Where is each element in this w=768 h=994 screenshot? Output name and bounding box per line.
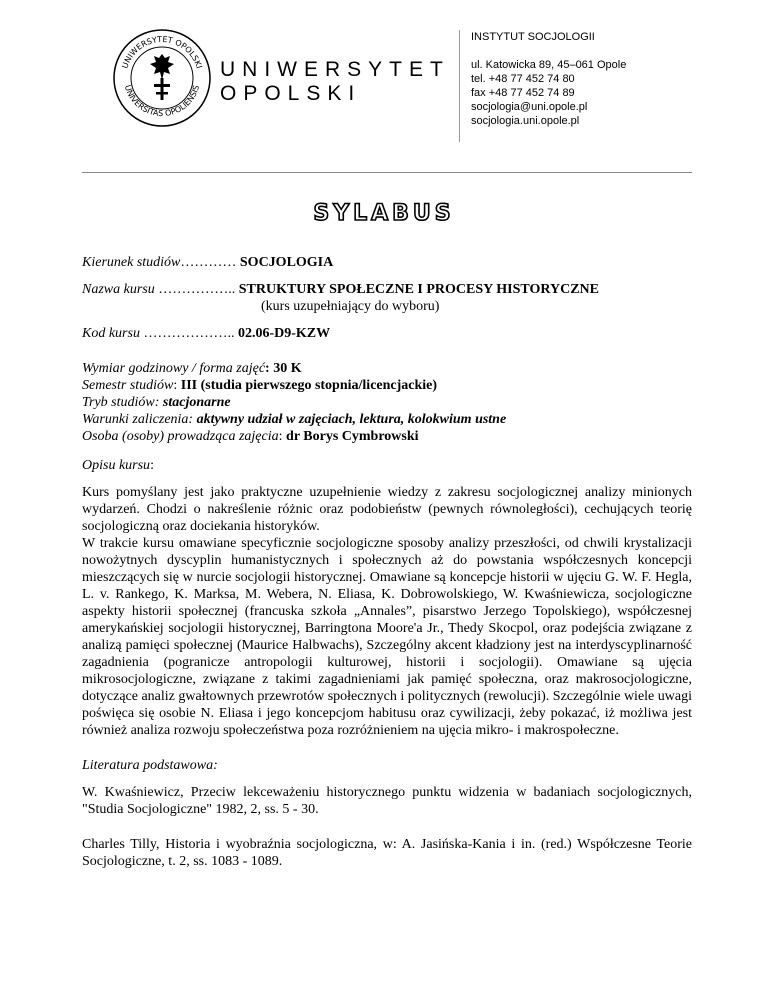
university-name-line2: OPOLSKI: [220, 82, 362, 105]
kierunek-value: SOCJOLOGIA: [239, 255, 334, 270]
tryb-value: stacjonarne: [162, 395, 231, 410]
field-nazwa: [82, 281, 692, 298]
field-kod: [82, 325, 692, 342]
institute-website[interactable]: socjologia.uni.opole.pl: [471, 115, 580, 127]
nazwa-subtitle: (kurs uzupełniający do wyboru): [261, 299, 440, 314]
field-wymiar: Wymiar godzinowy / forma zajęć: 30 K: [82, 361, 302, 376]
warunki-label: Warunki zaliczenia:: [82, 412, 194, 427]
field-kierunek: [82, 254, 692, 271]
field-warunki: [82, 411, 692, 428]
institute-fax: fax +48 77 452 74 89: [471, 87, 575, 99]
warunki-value: aktywny udział w zajęciach, lektura, kolokwium ustne: [196, 412, 507, 427]
field-tryb: [82, 394, 692, 411]
literatura-item-2: Charles Tilly, Historia i wyobraźnia socjologiczna, w: A. Jasińska-Kania i in. (red.) Współczesne Teorie Socjologiczne, t. 2, ss. 1083 - 1089.: [82, 837, 692, 869]
semestr-label: Semestr studiów: [82, 378, 174, 393]
svg-text:UNIVERSITAS OPOLIENSIS: UNIVERSITAS OPOLIENSIS: [122, 84, 202, 119]
opis-paragraph-2: W trakcie kursu omawiane specyficznie socjologiczne sposoby analizy przeszłości, od chwili krystalizacji nowożytnych dyscyplin humanistycznych i społecznych aż do powstania współczesnych koncepcji mieszczących się w nurcie socjologii historycznej. Omawiane są koncepcje historii w ujęciu G. W. F. Hegla, L. v. Rankego, K. Marksa, M. Webera, N. Eliasa, K. Dobrowolskiego, W. Kwaśniewicza, socjologiczne aspekty historii społecznej (francuska szkoła „Annales”, pisarstwo Jerzego Topolskiego), współczesnej amerykańskiej socjologii historycznej, Barringtona Moore'a Jr., Thedy Skocpol, oraz podejścia związane z analizą pamięci społecznej (Maurice Halbwachs), Szczególny akcent kładziony jest na interdyscyplinarność zagadnienia (pogranicze antropologii kulturowej, historii i socjologii). Omawiane są ujęcia mikrosocjologiczne, związane z takimi zagadnieniami jak pamięć społeczna, oraz makrosocjologiczne, dotyczące analiz gwałtownych przewrotów społecznych i politycznych (rewolucji). Szczególnie wiele uwagi poświęca się osobie N. Eliasa i jego koncepcjom habitusu oraz cywilizacji, żeby pokazać, iż możliwa jest również analiza rozwoju społeczeństwa poza rozróżnieniem na ujęcia mikro- i makrospołeczne.: [82, 536, 692, 738]
institute-title: INSTYTUT SOCJOLOGII: [471, 31, 595, 43]
eagle-cross-emblem-icon: [150, 54, 174, 100]
opis-heading-row: Opisu kursu:: [82, 458, 154, 473]
wymiar-label: Wymiar godzinowy / forma zajęć: [82, 361, 266, 376]
nazwa-label: Nazwa kursu: [82, 282, 155, 297]
institute-tel: tel. +48 77 452 74 80: [471, 73, 575, 85]
tryb-label: Tryb studiów:: [82, 395, 160, 410]
header-divider: [459, 30, 460, 142]
osoba-label: Osoba (osoby) prowadząca zajęcia: [82, 429, 279, 444]
institute-contact: [471, 30, 626, 128]
document-title: [0, 195, 768, 229]
kod-label: Kod kursu: [82, 326, 140, 341]
wymiar-value: 30 K: [273, 361, 302, 376]
kod-dots: ………………..: [143, 326, 235, 341]
field-semestr: Semestr studiów: III (studia pierwszego stopnia/licencjackie): [82, 378, 438, 393]
nazwa-value: STRUKTURY SPOŁECZNE I PROCESY HISTORYCZNE: [238, 282, 599, 297]
kierunek-label: Kierunek studiów: [82, 255, 181, 270]
opis-heading: Opisu kursu: [82, 458, 151, 473]
letterhead: [0, 0, 768, 175]
literatura-item-1: W. Kwaśniewicz, Przeciw lekceważeniu historycznego punktu widzenia w badaniach socjologicznych, "Studia Socjologiczne" 1982, 2, ss. 5 - 30.: [82, 785, 692, 817]
syllabus-body: [82, 254, 692, 870]
svg-text:UNIWERSYTET OPOLSKI: UNIWERSYTET OPOLSKI: [120, 34, 204, 70]
field-osoba: Osoba (osoby) prowadząca zajęcia: dr Borys Cymbrowski: [82, 429, 419, 444]
kod-value: 02.06-D9-KZW: [237, 326, 331, 341]
osoba-value: dr Borys Cymbrowski: [286, 429, 419, 444]
literatura-heading: Literatura podstawowa:: [82, 758, 218, 773]
kierunek-dots: …………: [180, 255, 237, 270]
institute-email[interactable]: socjologia@uni.opole.pl: [471, 101, 588, 113]
opis-paragraph-1: Kurs pomyślany jest jako praktyczne uzupełnienie wiedzy z zakresu socjologicznej analizy minionych wydarzeń. Chodzi o nakreślenie różnic oraz podobieństw (pewnych równoległości), cechujących teorię socjologiczną oraz dociekania historyków.: [82, 485, 692, 534]
semestr-value: III (studia pierwszego stopnia/licencjackie): [180, 378, 438, 393]
institute-address: ul. Katowicka 89, 45–061 Opole: [471, 59, 627, 71]
nazwa-dots: ……………..: [158, 282, 236, 297]
university-seal-logo: [112, 28, 212, 128]
university-name: [220, 58, 450, 106]
title-text: SYLABUS: [313, 201, 455, 226]
header-rule: [82, 172, 692, 173]
university-name-line1: UNIWERSYTET: [220, 58, 450, 81]
